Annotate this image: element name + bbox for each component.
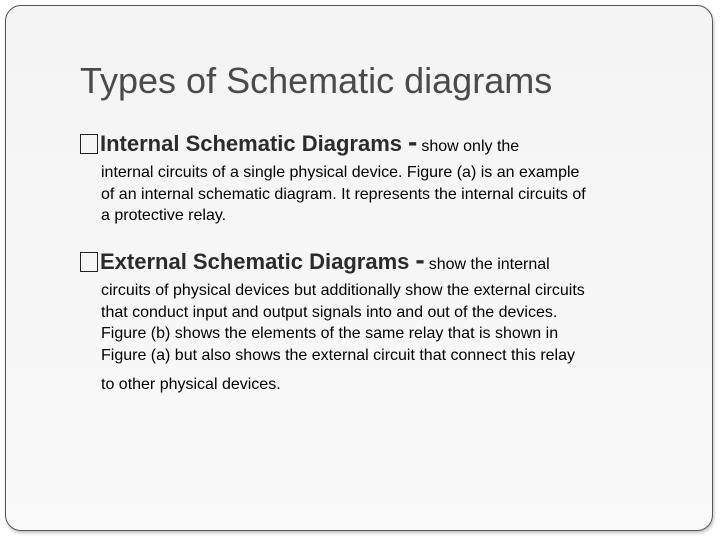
body-line: Figure (b) shows the elements of the same relay that is shown in	[101, 325, 559, 342]
bullet-internal-schematic	[80, 127, 700, 227]
bullet-external-schematic	[80, 245, 700, 396]
body-line: of an internal schematic diagram. It represents the internal circuits of	[101, 185, 586, 203]
bullet-heading: External Schematic Diagrams	[100, 249, 410, 274]
bullet-dash: -	[408, 126, 418, 157]
body-line: internal circuits of a single physical device. Figure (a) is an example	[101, 164, 580, 181]
bullet-lead-text: show only the	[421, 138, 520, 155]
bullet-body	[101, 280, 700, 396]
bullet-body	[101, 162, 700, 227]
bullet-header	[80, 245, 700, 280]
body-line: that conduct input and output signals into and out of the devices.	[101, 303, 558, 321]
bullet-lead-text: show the internal	[428, 256, 550, 273]
bullet-heading: Internal Schematic Diagrams	[100, 131, 403, 156]
bullet-header	[80, 127, 700, 162]
slide-title: Types of Schematic diagrams	[80, 60, 553, 101]
bullet-dash: -	[415, 244, 425, 275]
body-line: a protective relay.	[101, 207, 227, 224]
body-line: Figure (a) but also shows the external circuit that connect this relay	[101, 346, 575, 364]
bullet-box-icon	[80, 134, 98, 154]
bullet-box-icon	[80, 252, 98, 272]
body-line: circuits of physical devices but additionally show the external circuits	[101, 282, 585, 299]
body-line: to other physical devices.	[101, 376, 281, 393]
